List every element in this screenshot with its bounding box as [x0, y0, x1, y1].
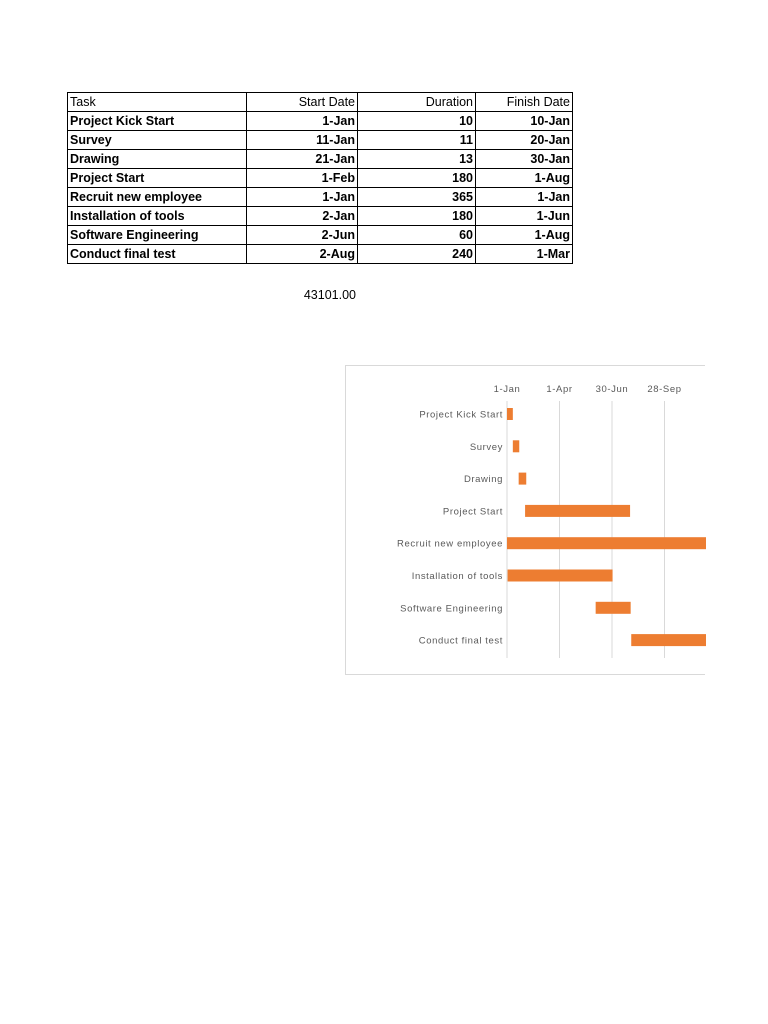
category-label: Drawing	[463, 474, 503, 486]
x-tick-label: 1-Apr	[546, 384, 573, 395]
table-cell: Installation of tools	[68, 207, 247, 226]
category-label: Installation of tools	[411, 571, 503, 582]
table-cell: 1-Jan	[247, 112, 358, 131]
table-cell: Duration	[358, 93, 476, 112]
table-cell: 240	[358, 245, 476, 264]
table-header-row	[68, 93, 573, 112]
table-cell: Survey	[68, 131, 247, 150]
table-cell: 30-Jan	[476, 150, 573, 169]
table-cell: 2-Aug	[247, 245, 358, 264]
table-cell: 1-Feb	[247, 169, 358, 188]
gantt-bar	[519, 473, 527, 485]
table-cell: 1-Aug	[476, 226, 573, 245]
category-label: Software Engineering	[400, 603, 503, 615]
table-cell: 2-Jun	[247, 226, 358, 245]
gantt-bar	[513, 440, 519, 452]
gantt-chart	[345, 365, 705, 675]
table-cell: Finish Date	[476, 93, 573, 112]
task-table	[67, 92, 573, 264]
table-cell: 10-Jan	[476, 112, 573, 131]
table-row	[68, 112, 573, 131]
x-tick-label: 28-Sep	[647, 384, 682, 395]
gantt-chart-svg	[346, 366, 706, 676]
table-cell: 11-Jan	[247, 131, 358, 150]
table-cell: Recruit new employee	[68, 188, 247, 207]
table-row	[68, 150, 573, 169]
table-cell: 13	[358, 150, 476, 169]
x-tick-label: 1-Jan	[493, 384, 521, 395]
table-cell: Drawing	[68, 150, 247, 169]
table-cell: 20-Jan	[476, 131, 573, 150]
gantt-bar	[596, 602, 631, 614]
gantt-bar	[507, 408, 513, 420]
category-label: Conduct final test	[418, 635, 503, 647]
table-cell: 1-Jan	[476, 188, 573, 207]
table-row	[68, 245, 573, 264]
category-label: Recruit new employee	[397, 538, 503, 550]
table-cell: Software Engineering	[68, 226, 247, 245]
table-cell: 11	[358, 131, 476, 150]
gantt-bar	[525, 505, 630, 517]
category-label: Project Kick Start	[419, 409, 503, 421]
table-cell: 2-Jan	[247, 207, 358, 226]
gantt-bar	[631, 634, 706, 646]
table-cell: 365	[358, 188, 476, 207]
gantt-bar	[507, 537, 706, 549]
table-cell: Project Kick Start	[68, 112, 247, 131]
table-cell: 180	[358, 169, 476, 188]
table-cell: Task	[68, 93, 247, 112]
category-label: Project Start	[442, 506, 503, 518]
table-cell: 1-Jan	[247, 188, 358, 207]
table-cell: 10	[358, 112, 476, 131]
table-row	[68, 131, 573, 150]
table-cell: 60	[358, 226, 476, 245]
table-cell: Conduct final test	[68, 245, 247, 264]
table-cell: 21-Jan	[247, 150, 358, 169]
table-cell: Project Start	[68, 169, 247, 188]
table-row	[68, 188, 573, 207]
gantt-bar	[508, 570, 613, 582]
x-tick-label: 30-Jun	[595, 384, 629, 395]
table-row	[68, 226, 573, 245]
serial-value-cell: 43101.00	[303, 288, 356, 302]
table-cell: 1-Jun	[476, 207, 573, 226]
table-cell: 1-Aug	[476, 169, 573, 188]
table-row	[68, 169, 573, 188]
category-label: Survey	[469, 441, 503, 453]
table-cell: 180	[358, 207, 476, 226]
table-row	[68, 207, 573, 226]
table-cell: 1-Mar	[476, 245, 573, 264]
table-cell: Start Date	[247, 93, 358, 112]
